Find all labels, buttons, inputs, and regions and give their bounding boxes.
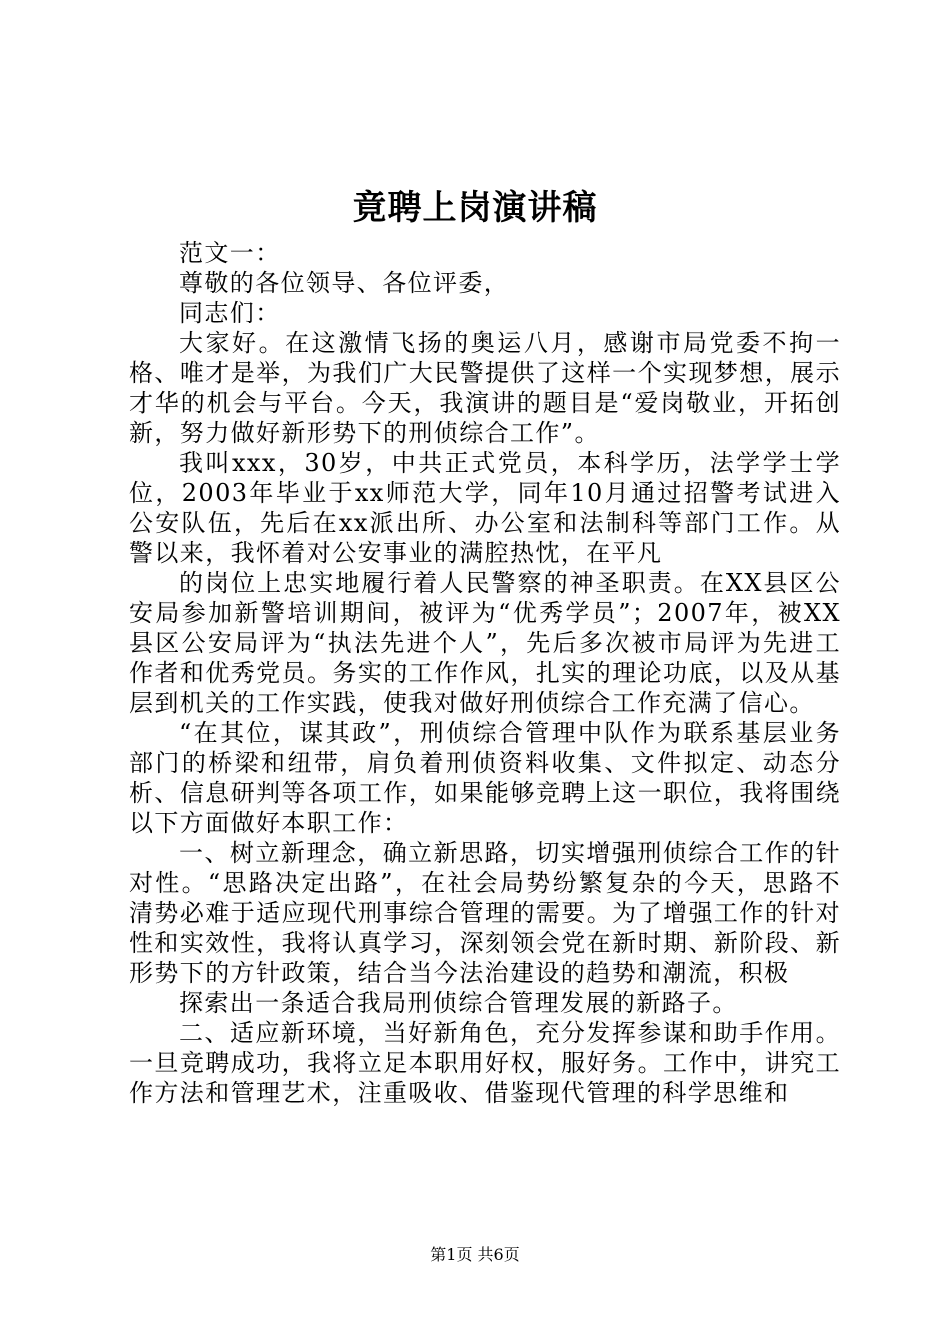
document-body: [129, 238, 841, 1108]
paragraph-achievements: 的岗位上忠实地履行着人民警察的神圣职责。在XX县区公安局参加新警培训期间，被评为“优秀学员”；2007年，被XX县区公安局评为“执法先进个人”，先后多次被市局评为先进工作者和优秀党员。务实的工作作风，扎实的理论功底，以及从基层到机关的工作实践，使我对做好刑侦综合工作充满了信心。: [129, 569, 841, 717]
paragraph-point-one: 一、树立新理念，确立新思路，切实增强刑侦综合工作的针对性。“思路决定出路”，在社会局势纷繁复杂的今天，思路不清势必难于适应现代刑事综合管理的需要。为了增强工作的针对性和实效性，我将认真学习，深刻领会党在新时期、新阶段、新形势下的方针政策，结合当今法治建设的趋势和潮流，积极: [129, 839, 841, 987]
paragraph-salutation-heading: 范文一：: [179, 239, 281, 267]
paragraph-greeting: 大家好。在这激情飞扬的奥运八月，感谢市局党委不拘一格、唯才是举，为我们广大民警提供了这样一个实现梦想，展示才华的机会与平台。今天，我演讲的题目是“爱岗敬业，开拓创新，努力做好新形势下的刑侦综合工作”。: [129, 329, 841, 447]
paragraph-self-introduction: 我叫xxx，30岁，中共正式党员，本科学历，法学学士学位，2003年毕业于xx师范大学，同年10月通过招警考试进入公安队伍，先后在xx派出所、办公室和法制科等部门工作。从警以来，我怀着对公安事业的满腔热忱，在平凡: [129, 449, 841, 567]
paragraph-point-one-continued: 探索出一条适合我局刑侦综合管理发展的新路子。: [179, 989, 738, 1017]
page-footer: 第1页 共6页: [430, 1245, 520, 1264]
paragraph-salutation-comrades: 同志们：: [179, 299, 281, 327]
paragraph-position-duties: “在其位，谋其政”，刑侦综合管理中队作为联系基层业务部门的桥梁和纽带，肩负着刑侦资料收集、文件拟定、动态分析、信息研判等各项工作，如果能够竞聘上这一职位，我将围绕以下方面做好本职工作：: [129, 719, 841, 837]
paragraph-salutation-leaders: 尊敬的各位领导、各位评委，: [179, 269, 510, 297]
document-title: 竟聘上岗演讲稿: [352, 188, 598, 228]
paragraph-point-two: 二、适应新环境，当好新角色，充分发挥参谋和助手作用。一旦竞聘成功，我将立足本职用好权，服好务。工作中，讲究工作方法和管理艺术，注重吸收、借鉴现代管理的科学思维和: [129, 1019, 841, 1107]
